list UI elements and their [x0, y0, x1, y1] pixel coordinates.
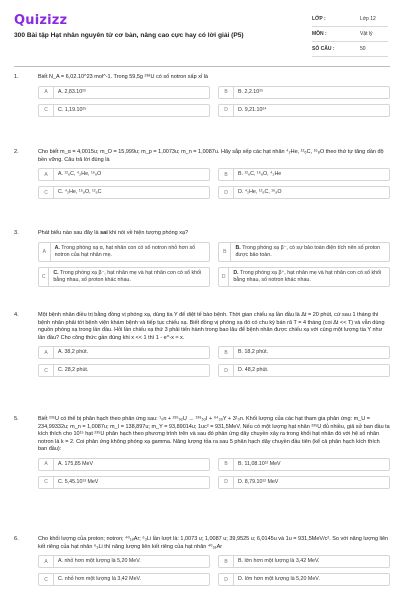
answer-option-a[interactable] [38, 242, 210, 262]
option-body: Trong phóng xạ β⁻, có sự bảo toàn điện tích nên số proton được bảo toàn. [235, 244, 381, 258]
answer-option-b[interactable] [218, 168, 390, 181]
option-letter: D [219, 477, 234, 488]
question-number: 3. [14, 230, 19, 236]
option-text: D. lớn hơn một lượng là 5,20 MeV. [238, 576, 320, 583]
option-text: A. 175,85 MeV [58, 460, 94, 467]
option-key: D. [233, 269, 239, 276]
answer-option-a[interactable] [38, 86, 210, 99]
option-key: B. [235, 244, 241, 251]
page-title: 300 Bài tập Hạt nhân nguyên tử cơ bản, nâng cao cực hay có lời giải (P5) [14, 32, 244, 39]
meta-value: Lớp 12 [360, 16, 376, 22]
meta-label: LỚP : [312, 16, 326, 22]
meta-label: SỐ CÂU : [312, 46, 335, 52]
answer-option-d[interactable] [218, 476, 390, 489]
option-letter: D [219, 574, 234, 585]
option-letter: A [39, 243, 51, 261]
question-4 [14, 312, 390, 377]
option-text [49, 268, 209, 286]
option-text: D. 8,79.10¹² MeV [238, 478, 279, 485]
question-text: Cho khối lượng của proton; notron; ⁴⁰₁₈Ar; ⁶₃Li lần lượt là: 1,0073 u; 1,0087 u; 39,9525 u; 6,0145u và 1u = 931,5MeV/c². So với năng lượng liên kết riêng của hạt nhân ⁶₃Li thì năng lượng liên kết riêng của hạt nhân ⁴⁰₁₈Ar [38, 536, 389, 550]
meta-row-grade [312, 12, 388, 27]
option-letter: B [219, 459, 234, 470]
option-text: C. 1,19.10²⁵ [58, 106, 87, 113]
option-text: A. ¹²₆C, ⁴₂He, ¹⁶₈O [58, 171, 102, 178]
answer-option-c[interactable] [38, 186, 210, 199]
answer-option-d[interactable] [218, 104, 390, 117]
option-body: Trong phóng xạ β⁻, hạt nhân mẹ và hạt nhân con có số khối bằng nhau, số proton khác nhau. [53, 269, 202, 283]
question-text-part: khi nói về hiện tượng phóng xạ? [107, 230, 189, 236]
option-text: B. ¹²₆C, ¹⁶₈O, ⁴₂He [238, 171, 282, 178]
answer-options [38, 242, 390, 287]
answer-option-d[interactable] [218, 186, 390, 199]
answer-option-a[interactable] [38, 346, 210, 359]
question-number: 6. [14, 536, 19, 542]
option-key: C. [53, 269, 59, 276]
answer-options [38, 168, 390, 199]
option-letter: A [39, 556, 54, 567]
header-divider [14, 66, 390, 67]
meta-label: MÔN : [312, 31, 327, 37]
question-text: Biết N_A = 6,02.10^23 mol^-1. Trong 59,5g ²³⁸U có số notron xấp xỉ là [38, 74, 208, 80]
answer-option-d[interactable] [218, 267, 390, 287]
meta-row-question-count [312, 42, 388, 57]
question-2 [14, 149, 390, 199]
option-letter: D [219, 365, 234, 376]
question-emphasis: sai [100, 230, 108, 236]
answer-option-c[interactable] [38, 267, 210, 287]
answer-option-c[interactable] [38, 476, 210, 489]
option-text: C. nhỏ hơn một lượng là 3,42 MeV. [58, 576, 142, 583]
option-letter: A [39, 87, 54, 98]
option-letter: B [219, 347, 234, 358]
option-letter: C [39, 105, 54, 116]
answer-option-c[interactable] [38, 364, 210, 377]
option-letter: C [39, 268, 49, 286]
option-body: Trong phóng xạ α, hạt nhân con có số notron nhỏ hơn số notron của hạt nhân mẹ. [54, 244, 196, 258]
option-text: A. nhỏ hơn một lượng là 5,20 MeV. [58, 558, 141, 565]
option-text: A. 2,83.10²³ [58, 88, 86, 95]
question-3 [14, 230, 390, 287]
option-letter: C [39, 574, 54, 585]
option-letter: D [219, 187, 234, 198]
option-body: Trong phóng xạ β⁺, hạt nhân mẹ và hạt nhân con có số khối bằng nhau, số notron khác nhau. [233, 269, 382, 283]
question-1 [14, 74, 390, 117]
answer-option-b[interactable] [218, 346, 390, 359]
option-letter: B [219, 169, 234, 180]
question-number: 5. [14, 416, 19, 422]
question-text: Cho biết m_α = 4,0015u; m_O = 15,999u; m_p = 1,0073u; m_n = 1,0087u. Hãy sắp xếp các hạt nhân ⁴₂He, ¹²₆C, ¹⁶₈O theo thứ tự tăng dần độ bền vững. Câu trả lời đúng là [38, 149, 384, 163]
question-text [38, 230, 390, 238]
option-letter: D [219, 268, 229, 286]
option-text: B. 11,08.10¹² MeV [238, 460, 281, 467]
question-number: 1. [14, 74, 19, 80]
option-letter: A [39, 169, 54, 180]
answer-option-a[interactable] [38, 458, 210, 471]
option-letter: B [219, 87, 234, 98]
question-number: 2. [14, 149, 19, 155]
question-text: Một bệnh nhân điều trị bằng đồng vị phóng xạ, dùng tia Y để diệt tế bào bệnh. Thời gian chiếu xạ lần đầu là Δt = 20 phút, cứ sau 1 tháng thì bệnh nhân phải tới bệnh viện khám bệnh và tiếp tục chiếu xạ. Biết đồng vị phóng xạ đó có chu kỳ bán rã T = 4 tháng (coi Δt << T) và vẫn dùng nguồn phóng xạ trong lần đầu. Hỏi lần chiếu xạ thứ 3 phải tiến hành trong bao lâu để bệnh nhân được chiếu xạ với cùng một lượng tia Y như lần đầu? Cho công thức gần đúng khi x << 1 thì 1 - e^-x ≈ x. [38, 312, 385, 341]
question-text-part: Phát biểu nào sau đây là [38, 230, 101, 236]
meta-value: 50 [360, 46, 366, 52]
answer-option-d[interactable] [218, 573, 390, 586]
question-number: 4. [14, 312, 19, 318]
option-text: B. lớn hơn một lượng là 3,42 MeV. [238, 558, 320, 565]
answer-option-b[interactable] [218, 86, 390, 99]
answer-option-c[interactable] [38, 104, 210, 117]
answer-options [38, 86, 390, 117]
quizizz-logo[interactable]: Quizizz [14, 13, 68, 28]
option-text: C. 5,45.10¹³ MeV [58, 478, 99, 485]
option-letter: C [39, 187, 54, 198]
answer-option-b[interactable] [218, 242, 390, 262]
option-letter: A [39, 347, 54, 358]
question-5 [14, 416, 390, 489]
option-letter: C [39, 365, 54, 376]
question-6 [14, 536, 390, 586]
option-letter: B [219, 556, 234, 567]
option-text [231, 243, 389, 261]
answer-option-b[interactable] [218, 458, 390, 471]
option-text: C. ⁴₂He, ¹⁶₈O, ¹²₆C [58, 189, 102, 196]
option-text: A. 38,2 phút. [58, 349, 89, 356]
option-letter: A [39, 459, 54, 470]
option-letter: C [39, 477, 54, 488]
option-text: B. 2,2.10²⁵ [238, 88, 264, 95]
meta-row-subject [312, 27, 388, 42]
answer-options [38, 555, 390, 586]
answer-options [38, 346, 390, 377]
option-text: D. ⁴₂He, ¹²₆C, ¹⁶₈O [238, 189, 282, 196]
question-text: Biết ²³⁵U có thể bị phân hạch theo phản ứng sau: ¹₀n + ²³⁵₉₂U → ¹³⁹₅₃I + ⁹⁴₃₉Y + 3¹₀n. Khối lượng của các hạt tham gia phản ứng: m_U = 234,99332u; m_n = 1,0087u; m_I = 138,897u; m_Y = 93,89014u; 1uc² = 931,5MeV. Nếu có một lượng hạt nhân ²³⁵U đủ nhiều, giả sử ban đầu ta kích thích cho 10¹⁵ hạt ²³⁵U phân hạch theo phương trình trên và sau đó phản ứng dây chuyền xảy ra trong khối hạt nhân đó với hệ số nhân notron là k = 2. Coi phản ứng không phóng xạ gamma. Năng lượng tỏa ra sau 5 phân hạch dây chuyền đầu tiên (kể cả phân hạch kích thích ban đầu): [38, 416, 390, 453]
quiz-meta-table [312, 12, 388, 57]
option-text [51, 243, 209, 261]
meta-value: Vật lý [360, 31, 373, 37]
option-letter: B [219, 243, 231, 261]
answer-option-a[interactable] [38, 168, 210, 181]
answer-option-b[interactable] [218, 555, 390, 568]
option-text: B. 18,2 phút. [238, 349, 269, 356]
answer-option-a[interactable] [38, 555, 210, 568]
option-text: D. 48,2 phút. [238, 367, 269, 374]
option-text [229, 268, 389, 286]
answer-option-c[interactable] [38, 573, 210, 586]
answer-option-d[interactable] [218, 364, 390, 377]
option-letter: D [219, 105, 234, 116]
option-text: D. 9,21.10²⁴ [238, 106, 267, 113]
option-text: C. 28,2 phút. [58, 367, 89, 374]
option-key: A. [54, 244, 60, 251]
answer-options [38, 458, 390, 489]
